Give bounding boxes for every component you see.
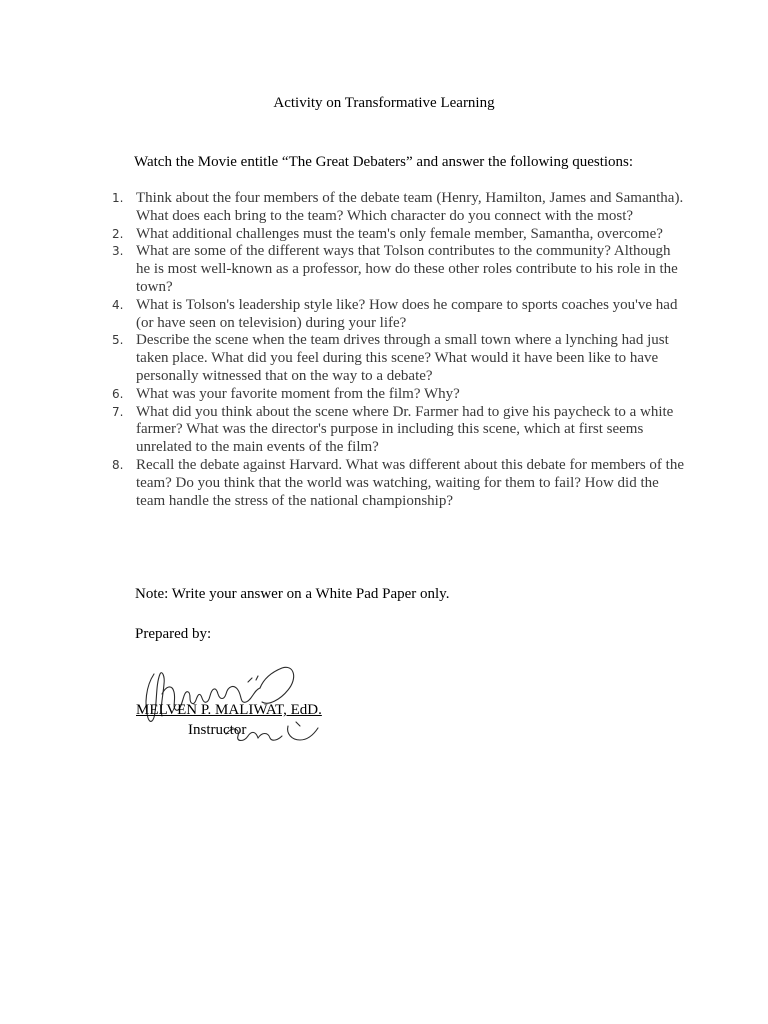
question-text: What was your favorite moment from the film? Why?: [136, 385, 460, 402]
question-text: Describe the scene when the team drives through a small town where a lynching had just taken place. What did you feel during this scene? What would it have been like to have personally witnessed that on the way to a debate?: [136, 332, 669, 384]
note-text: Note: Write your answer on a White Pad Paper only.: [135, 586, 450, 602]
question-number: 5.: [112, 333, 124, 348]
question-number: 2.: [112, 226, 124, 241]
list-item: [108, 226, 688, 244]
question-text: What did you think about the scene where Dr. Farmer had to give his paycheck to a white farmer? What was the director's purpose in including this scene, which at first seems unrelated to the main events of the film?: [136, 403, 674, 456]
list-item: [108, 190, 688, 226]
list-item: [108, 457, 688, 510]
signer-role: Instructor: [188, 722, 247, 738]
signer-name: MELVEN P. MALIWAT, EdD.: [136, 702, 322, 718]
list-item: [108, 386, 688, 404]
document-title: Activity on Transformative Learning: [273, 95, 495, 111]
question-text: What is Tolson's leadership style like? How does he compare to sports coaches you've had (or have seen on television) during your life?: [136, 296, 678, 331]
instructions-text: Watch the Movie entitle “The Great Debaters” and answer the following questions:: [134, 154, 634, 170]
list-item: [108, 297, 688, 333]
question-number: 8.: [112, 457, 124, 472]
question-number: 3.: [112, 244, 124, 259]
question-text: Think about the four members of the debate team (Henry, Hamilton, James and Samantha). What does each bring to the team? Which character do you connect with the most?: [136, 190, 684, 224]
question-text: What additional challenges must the team's only female member, Samantha, overcome?: [136, 225, 663, 242]
prepared-by-label: Prepared by:: [135, 626, 212, 642]
question-list: [108, 190, 688, 510]
list-item: [108, 332, 688, 385]
question-number: 1.: [112, 191, 124, 205]
question-text: Recall the debate against Harvard. What was different about this debate for members of the team? Do you think that the world was watching, waiting for them to fail? How did the team handle the stress of the national championship?: [136, 456, 684, 509]
question-number: 7.: [112, 404, 124, 419]
question-number: 4.: [112, 297, 124, 312]
list-item: [108, 404, 688, 457]
list-item: [108, 243, 688, 296]
question-text: What are some of the different ways that Tolson contributes to the community? Although he is most well-known as a professor, how do these other roles contribute to his role in the town?: [136, 243, 678, 295]
question-number: 6.: [112, 386, 124, 401]
